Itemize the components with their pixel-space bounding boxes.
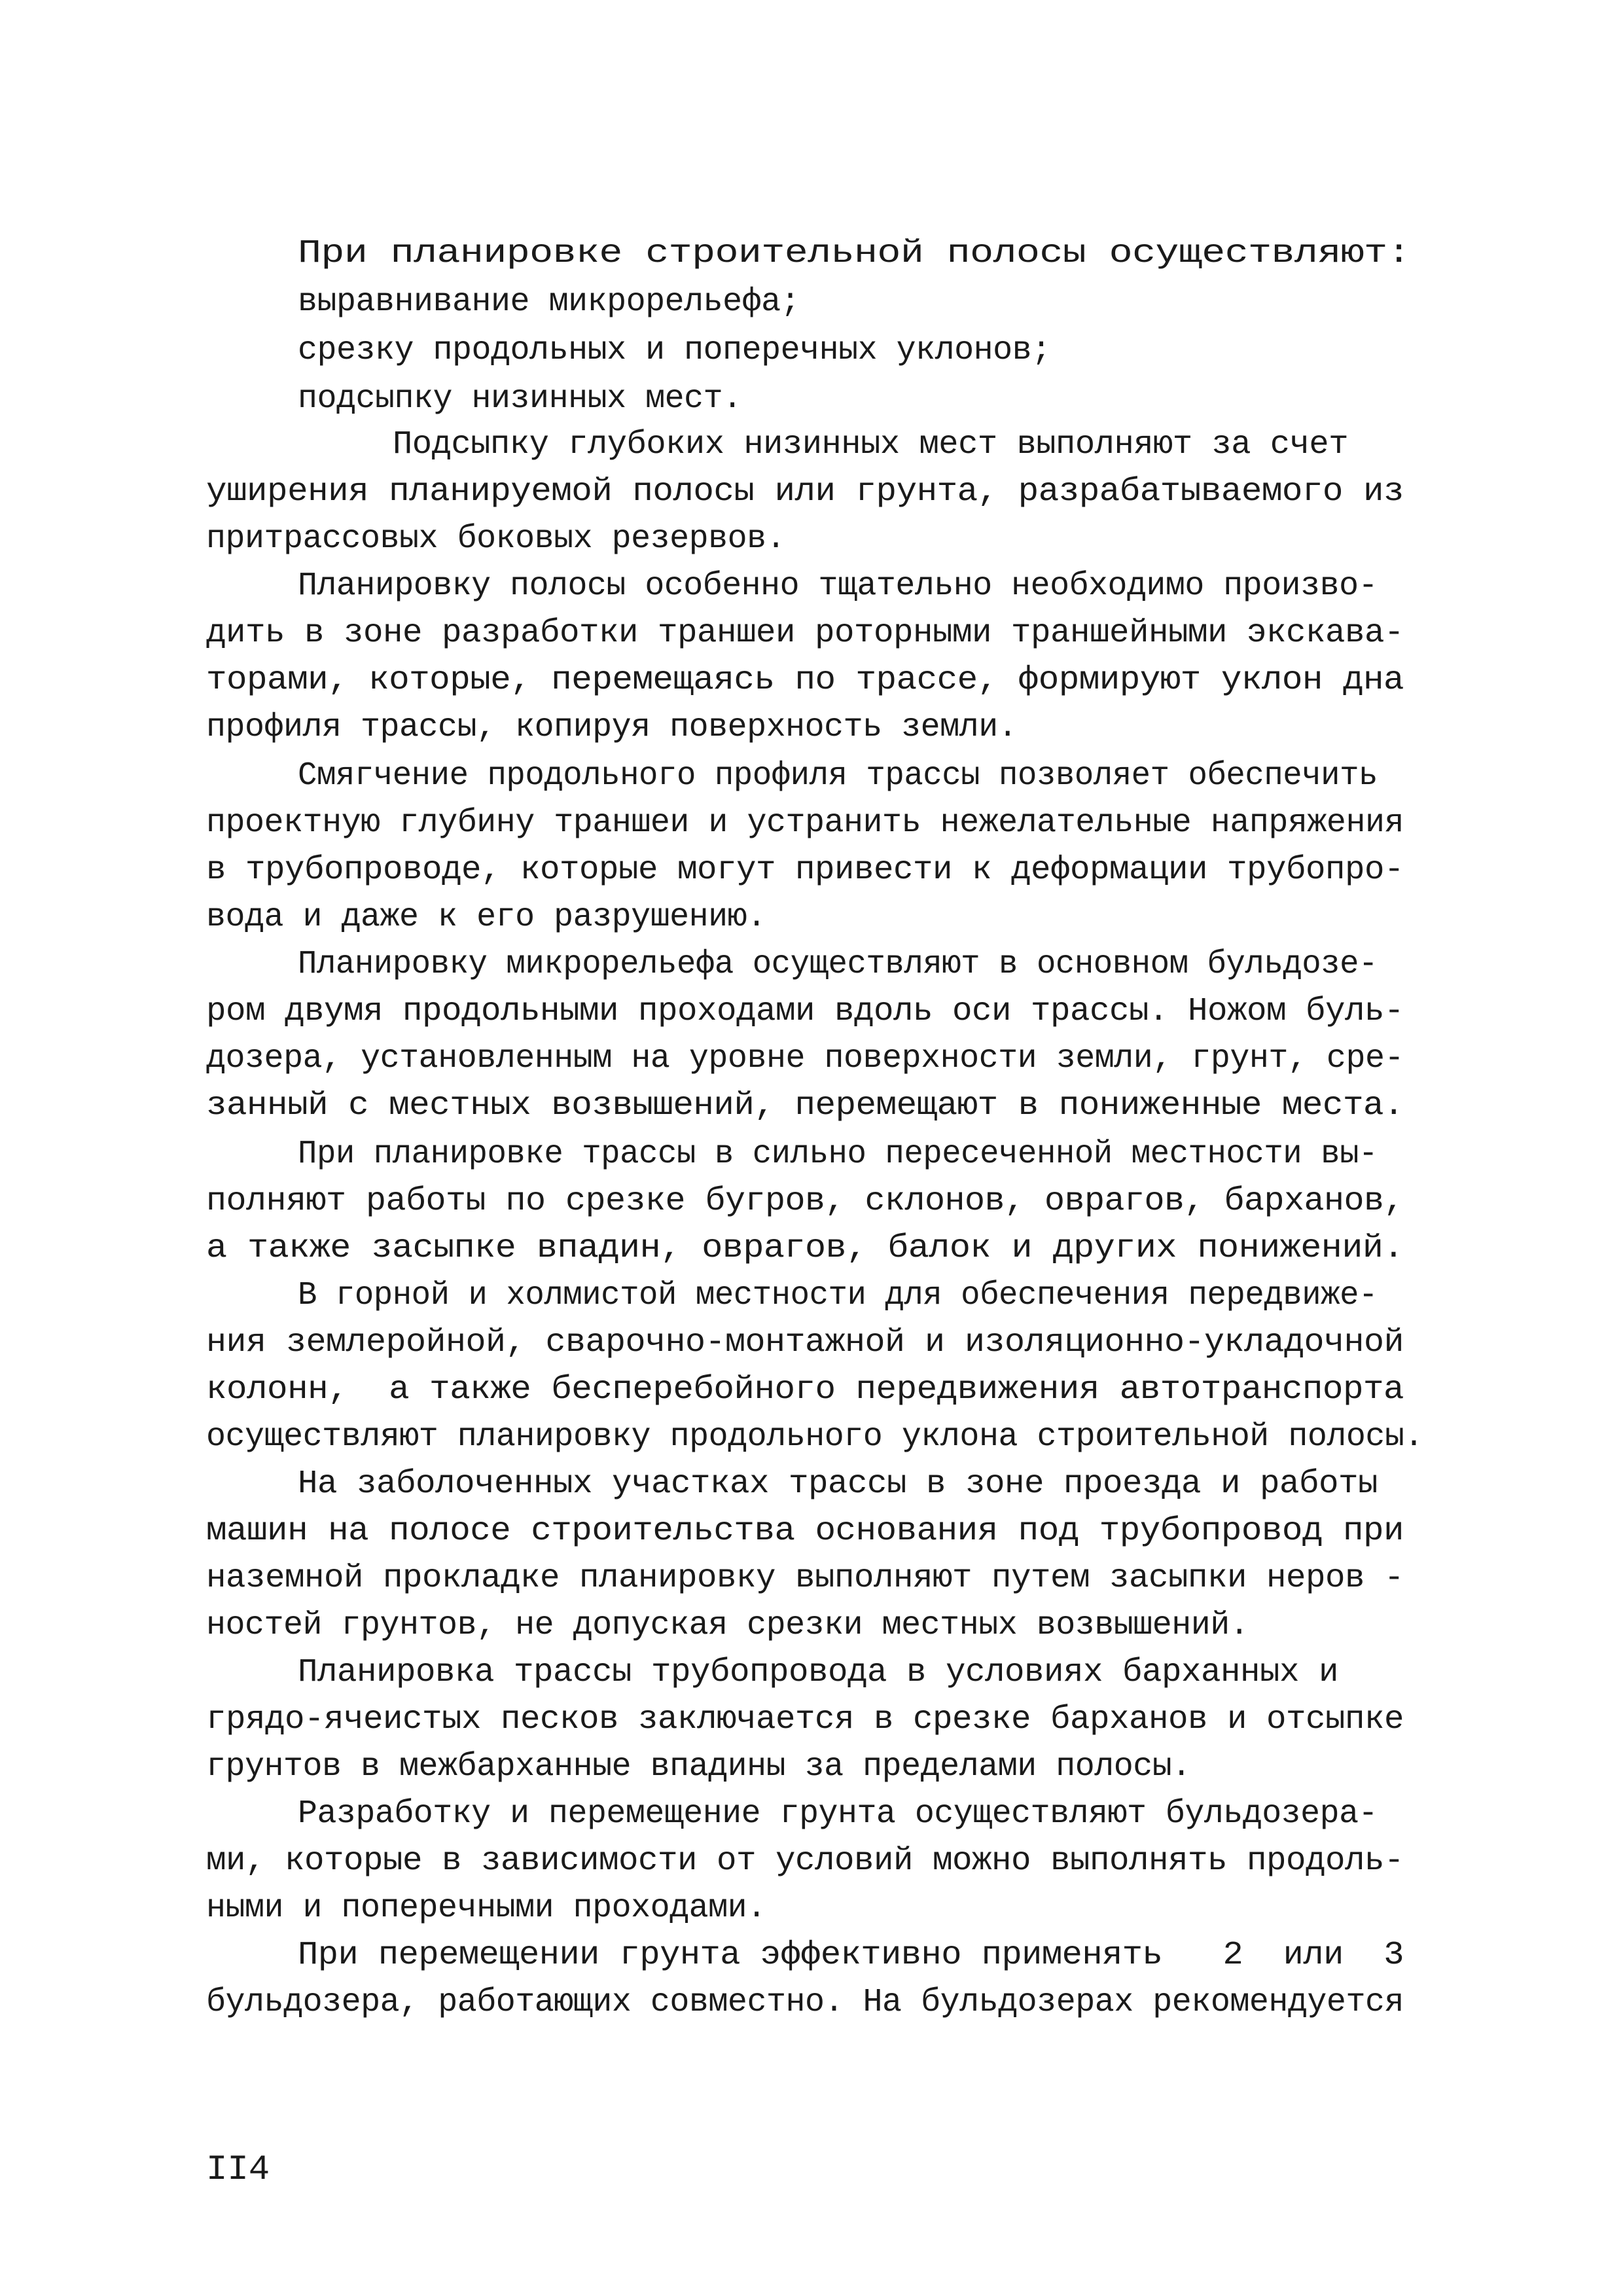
text-line: На заболоченных участках трассы в зоне проезда и работы <box>298 1465 1378 1503</box>
page-number: II4 <box>206 2150 270 2190</box>
text-line: дозера, установленным на уровне поверхности земли, грунт, сре- <box>206 1040 1404 1077</box>
text-line: притрассовых боковых резервов. <box>206 520 786 558</box>
text-line: полняют работы по срезке бугров, склонов, оврагов, барханов, <box>206 1183 1404 1220</box>
text-line: срезку продольных и поперечных уклонов; <box>298 332 1051 369</box>
text-line: а также засыпке впадин, оврагов, балок и других понижений. <box>206 1230 1404 1267</box>
text-line: торами, которые, перемещаясь по трассе, формируют уклон дна <box>206 662 1404 699</box>
text-line: ными и поперечными проходами. <box>206 1890 766 1927</box>
text-line: При перемещении грунта эффективно применять 2 или 3 <box>298 1937 1404 1974</box>
text-line: профиля трассы, копируя поверхность земли. <box>206 709 1018 746</box>
text-line: грядо-ячеистых песков заключается в срезке барханов и отсыпке <box>206 1701 1404 1738</box>
text-line: подсыпку низинных мест. <box>298 380 742 418</box>
text-line: Подсыпку глубоких низинных мест выполняют за счет <box>393 426 1348 463</box>
text-line: Смягчение продольного профиля трассы позволяет обеспечить <box>298 757 1378 795</box>
text-line: ния землеройной, сварочно-монтажной и изоляционно-укладочной <box>206 1324 1404 1361</box>
text-line: проектную глубину траншеи и устранить нежелательные напряжения <box>206 804 1404 842</box>
text-line: грунтов в межбарханные впадины за пределами полосы. <box>206 1748 1191 1785</box>
text-line: ром двумя продольными проходами вдоль оси трассы. Ножом буль- <box>206 993 1404 1030</box>
text-line: машин на полосе строительства основания под трубопровод при <box>206 1513 1404 1550</box>
text-line: бульдозера, работающих совместно. На бульдозерах рекомендуется <box>206 1984 1404 2021</box>
text-line: дить в зоне разработки траншеи роторными траншейными экскава- <box>206 615 1404 652</box>
text-line: Планировку микрорельефа осуществляют в основном бульдозе- <box>298 946 1378 983</box>
text-line: наземной прокладке планировку выполняют путем засыпки неров - <box>206 1560 1404 1597</box>
text-line: Планировку полосы особенно тщательно необходимо произво- <box>298 567 1378 605</box>
text-line: При планировке строительной полосы осуществляют: <box>298 235 1410 272</box>
text-line: занный с местных возвышений, перемещают в пониженные места. <box>206 1087 1404 1124</box>
text-line: Планировка трассы трубопровода в условиях барханных и <box>298 1654 1338 1691</box>
text-line: уширения планируемой полосы или грунта, разрабатываемого из <box>206 473 1404 511</box>
text-line: При планировке трассы в сильно пересеченной местности вы- <box>298 1136 1378 1173</box>
text-line: Разработку и перемещение грунта осуществляют бульдозера- <box>298 1795 1378 1833</box>
text-line: осуществляют планировку продольного уклона строительной полосы. <box>206 1418 1423 1456</box>
text-line: в трубопроводе, которые могут привести к деформации трубопро- <box>206 852 1404 889</box>
text-line: В горной и холмистой местности для обеспечения передвиже- <box>298 1277 1378 1314</box>
text-line: выравнивание микрорельефа; <box>298 283 800 321</box>
text-line: ностей грунтов, не допуская срезки местных возвышений. <box>206 1607 1249 1644</box>
text-line: вода и даже к его разрушению. <box>206 899 766 936</box>
text-line: ми, которые в зависимости от условий можно выполнять продоль- <box>206 1842 1404 1880</box>
text-line: колонн, а также бесперебойного передвижения автотранспорта <box>206 1371 1404 1408</box>
